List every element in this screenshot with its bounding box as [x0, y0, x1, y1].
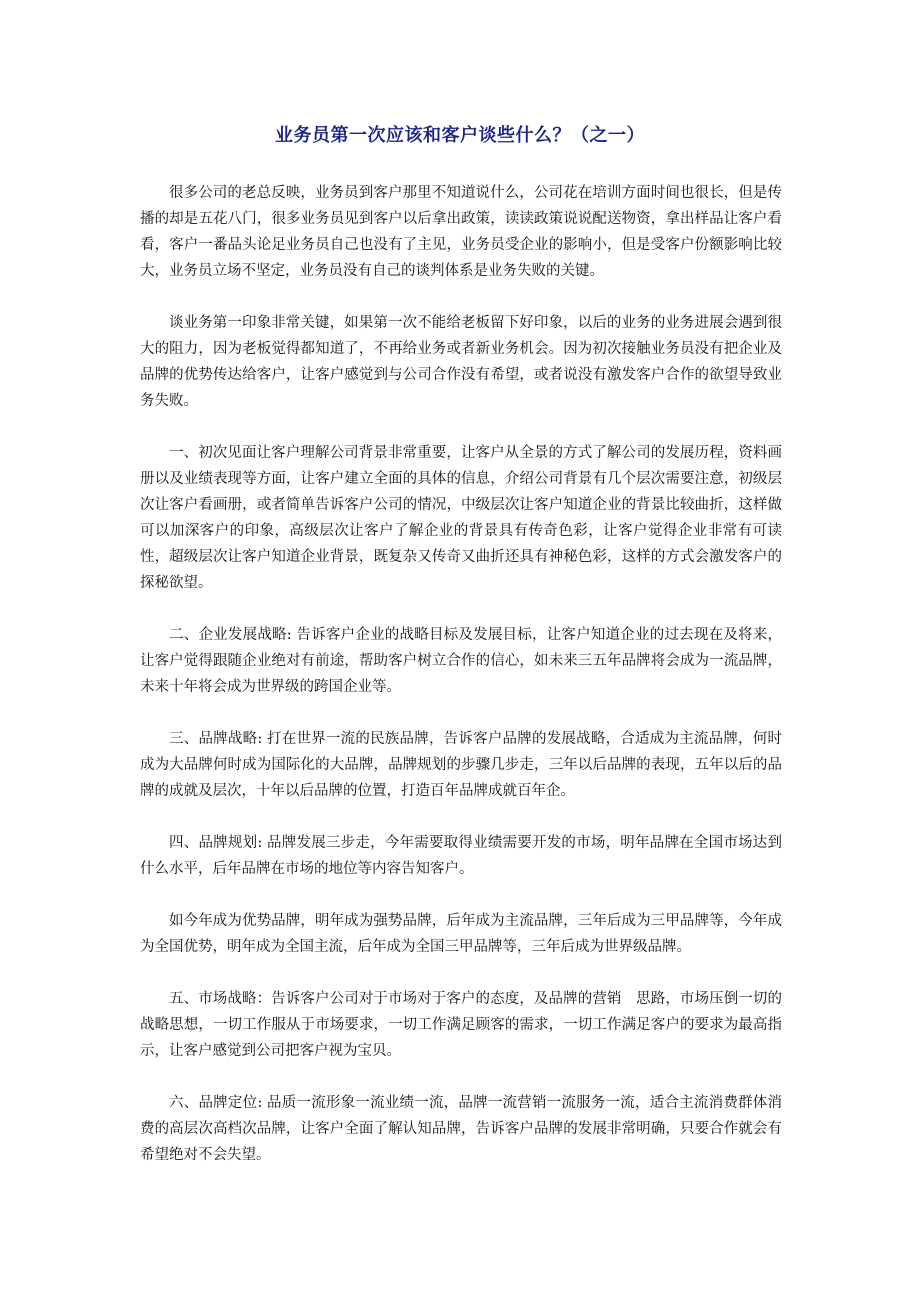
document-body: [140, 180, 782, 1194]
paragraph-company-background: 一、初次见面让客户理解公司背景非常重要，让客户从全景的方式了解公司的发展历程，资料画册以及业绩表现等方面，让客户建立全面的具体的信息，介绍公司背景有几个层次需要注意，初级层次让客户看画册，或者简单告诉客户公司的情况，中级层次让客户知道企业的背景比较曲折，这样做可以加深客户的印象，高级层次让客户了解企业的背景具有传奇色彩，让客户觉得企业非常有可读性，超级层次让客户知道企业背景，既复杂又传奇又曲折还具有神秘色彩，这样的方式会激发客户的探秘欲望。: [140, 445, 782, 591]
paragraph-intro: 很多公司的老总反映，业务员到客户那里不知道说什么，公司花在培训方面时间也很长，但是传播的却是五花八门，很多业务员见到客户以后拿出政策，读读政策说说配送物资，拿出样品让客户看看，客户一番品头论足业务员自己也没有了主见，业务员受企业的影响小，但是受客户份额影响比较大，业务员立场不坚定，业务员没有自己的谈判体系是业务失败的关键。: [140, 185, 782, 279]
paragraph-first-impression: 谈业务第一印象非常关键，如果第一次不能给老板留下好印象，以后的业务的业务进展会遇到很大的阻力，因为老板觉得都知道了，不再给业务或者新业务机会。因为初次接触业务员没有把企业及品牌的优势传达给客户，让客户感觉到与公司合作没有希望，或者说没有激发客户合作的欲望导致业务失败。: [140, 315, 782, 409]
paragraph-development-strategy: 二、企业发展战略: 告诉客户企业的战略目标及发展目标，让客户知道企业的过去现在及将来，让客户觉得跟随企业绝对有前途，帮助客户树立合作的信心，如未来三五年品牌将会成为一流品牌，未来十年将会成为世界级的跨国企业等。: [140, 627, 782, 695]
paragraph-market-strategy: 五、市场战略：告诉客户公司对于市场对于客户的态度，及品牌的营销 思路，市场压倒一切的战略思想，一切工作服从于市场要求，一切工作满足顾客的需求，一切工作满足客户的要求为最高指示，让客户感觉到公司把客户视为宝贝。: [140, 991, 782, 1059]
paragraph-brand-strategy: 三、品牌战略: 打在世界一流的民族品牌，告诉客户品牌的发展战略，合适成为主流品牌，何时成为大品牌何时成为国际化的大品牌，品牌规划的步骤几步走，三年以后品牌的表现，五年以后的品牌的成就及层次，十年以后品牌的位置，打造百年品牌成就百年企。: [140, 731, 782, 799]
document-title: 业务员第一次应该和客户谈些什么？（之一）: [275, 125, 645, 146]
paragraph-brand-goals: 如今年成为优势品牌，明年成为强势品牌，后年成为主流品牌，三年后成为三甲品牌等，今年成为全国优势，明年成为全国主流，后年成为全国三甲品牌等，三年后成为世界级品牌。: [140, 913, 782, 955]
paragraph-brand-positioning: 六、品牌定位: 品质一流形象一流业绩一流，品牌一流营销一流服务一流，适合主流消费群体消费的高层次高档次品牌，让客户全面了解认知品牌，告诉客户品牌的发展非常明确，只要合作就会有希望绝对不会失望。: [140, 1095, 782, 1163]
paragraph-brand-planning: 四、品牌规划: 品牌发展三步走，今年需要取得业绩需要开发的市场，明年品牌在全国市场达到什么水平，后年品牌在市场的地位等内容告知客户。: [140, 835, 782, 877]
